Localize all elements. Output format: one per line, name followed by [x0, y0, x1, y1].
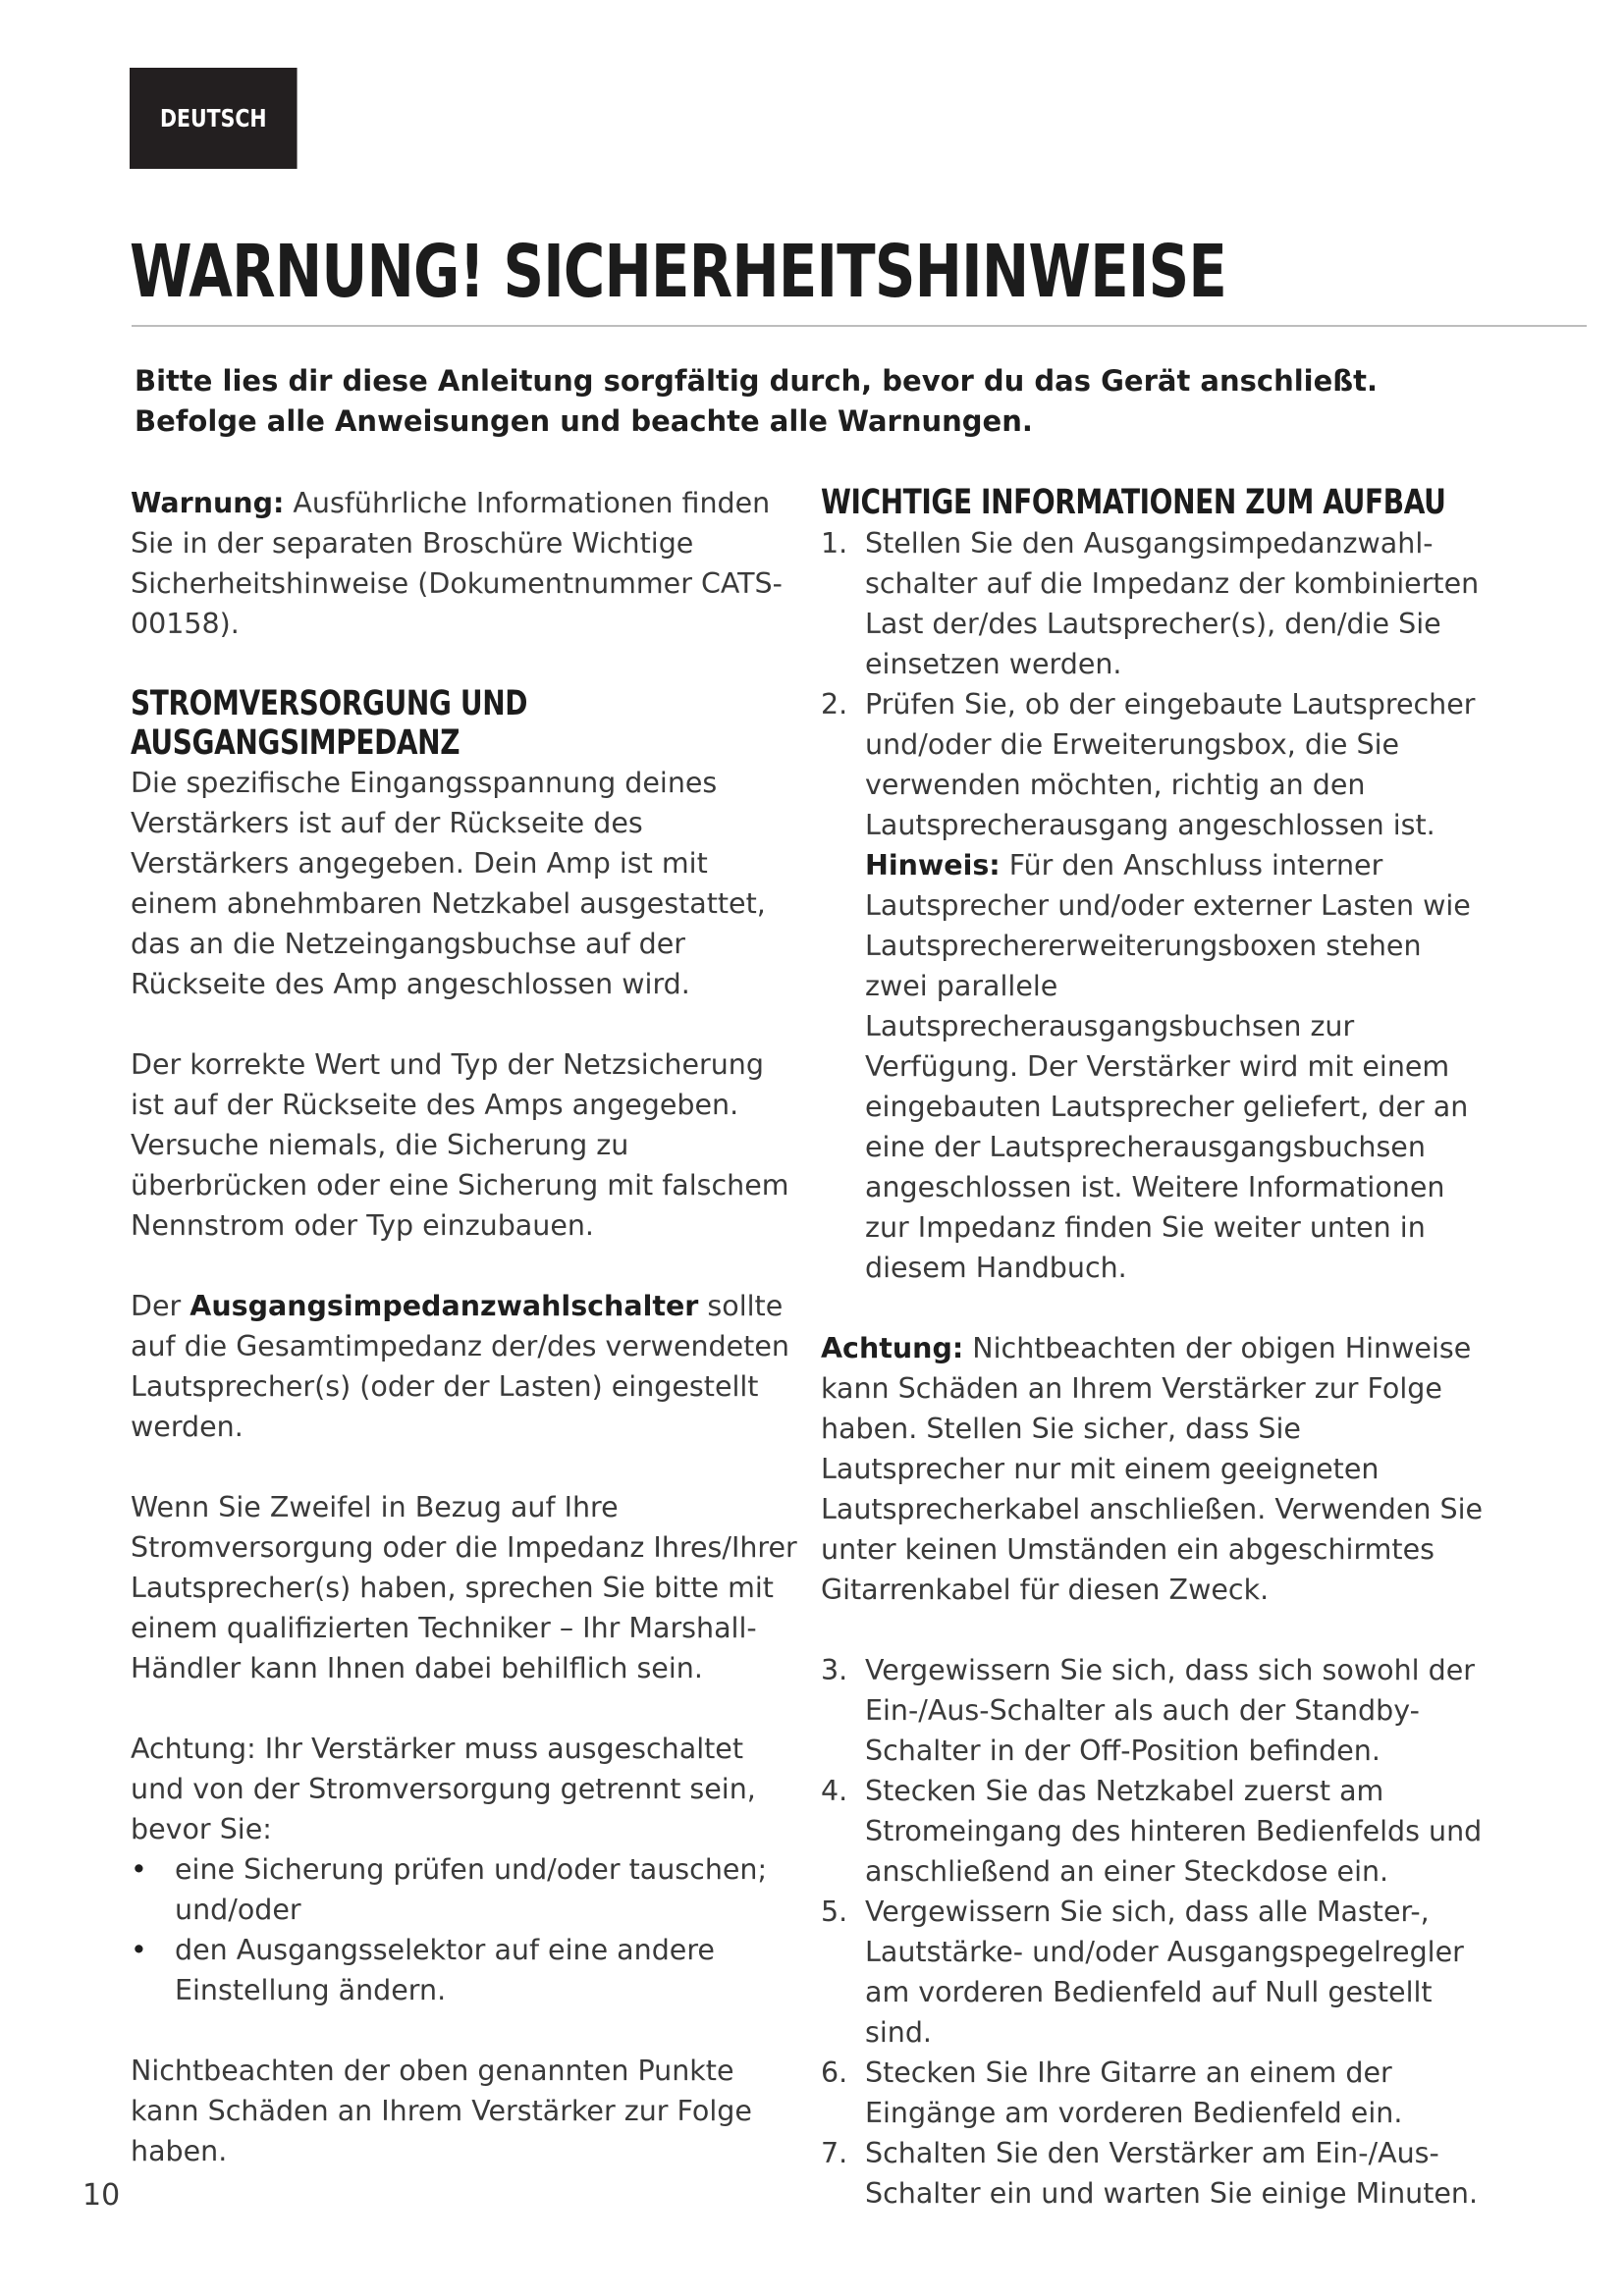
- setup-steps-part-1: [821, 523, 1489, 1288]
- caution-text: Nichtbeachten der obigen Hinweise kann Schäden an Ihrem Verstärker zur Folge haben. Stellen Sie sicher, dass Sie Lautsprecher nur mit einem geeigneten Lautsprecherkabel anschließen. Verwenden Sie unter keinen Umständen ein abgeschirmtes Gitarrenkabel für diesen Zweck.: [821, 1332, 1484, 1606]
- power-heading: STROMVERSORGUNG UND AUSGANGSIMPEDANZ: [131, 684, 528, 763]
- step-number: 6.: [821, 2056, 848, 2089]
- selector-bold: Ausgangsimpedanzwahlschalter: [189, 1290, 699, 1322]
- language-tag: [130, 68, 298, 169]
- step-number: 4.: [821, 1775, 848, 1807]
- step-text: Schalten Sie den Verstärker am Ein-/Aus-Schalter ein und warten Sie einige Minuten.: [865, 2137, 1479, 2210]
- list-item: [821, 1771, 1489, 1892]
- doubt-paragraph: Wenn Sie Zweifel in Bezug auf Ihre Stromversorgung oder die Impedanz Ihres/Ihrer Lautsprecher(s) haben, sprechen Sie bitte mit einem qualifizierten Techniker – Ihr Marshall-Händler kann Ihnen dabei behilflich sein.: [131, 1491, 797, 1684]
- warning-text: Ausführliche Informationen finden Sie in der separaten Broschüre Wichtige Sicherheitshinweise (Dokumentnummer CATS-00158).: [131, 487, 783, 640]
- right-column: [821, 483, 1489, 2254]
- left-column: [131, 483, 798, 2212]
- step-number: 3.: [821, 1654, 848, 1686]
- warning-label: Warnung:: [131, 487, 285, 519]
- bullet-text: eine Sicherung prüfen und/oder tauschen; und/oder: [175, 1853, 768, 1926]
- setup-heading: WICHTIGE INFORMATIONEN ZUM AUFBAU: [821, 483, 1446, 522]
- page-number: 10: [82, 2178, 121, 2213]
- power-paragraph-2: Der korrekte Wert und Typ der Netzsicherung ist auf der Rückseite des Amps angegeben. Versuche niemals, die Sicherung zu überbrücken oder eine Sicherung mit falschem Nennstrom oder Typ einzubauen.: [131, 1048, 789, 1242]
- bullet-icon: •: [131, 1934, 147, 1966]
- warning-paragraph: [131, 483, 798, 644]
- step-number: 1.: [821, 527, 848, 560]
- note-text: Für den Anschluss interner Lautsprecher und/oder externer Lasten wie Lautsprechererweiterungsboxen stehen zwei parallele Lautsprecherausgangsbuchsen zur Verfügung. Der Verstärker wird mit einem eingebauten Lautsprecher geliefert, der an eine der Lautsprecherausgangsbuchsen angeschlossen ist. Weitere Informationen zur Impedanz finden Sie weiter unten in diesem Handbuch.: [865, 849, 1471, 1284]
- page-title: WARNUNG! SICHERHEITSHINWEISE: [130, 230, 1227, 314]
- step-text: Stellen Sie den Ausgangsimpedanzwahlschalter auf die Impedanz der kombinierten Last der/des Lautsprecher(s), den/die Sie einsetzen werden.: [865, 527, 1480, 680]
- caution-intro: Achtung: Ihr Verstärker muss ausgeschaltet und von der Stromversorgung getrennt sein, bevor Sie:: [131, 1733, 756, 1845]
- language-tag-label: DEUTSCH: [159, 104, 267, 133]
- power-paragraph-1: Die spezifische Eingangsspannung deines Verstärkers ist auf der Rückseite des Verstärkers angegeben. Dein Amp ist mit einem abnehmbaren Netzkabel ausgestattet, das an die Netzeingangsbuchse auf der Rückseite des Amp angeschlossen wird.: [131, 767, 766, 1000]
- step-number: 2.: [821, 688, 848, 721]
- bullet-icon: •: [131, 1853, 147, 1886]
- title-divider: [132, 325, 1587, 327]
- list-item: [821, 523, 1489, 684]
- intro-text: Bitte lies dir diese Anleitung sorgfältig durch, bevor du das Gerät anschließt. Befolge alle Anweisungen und beachte alle Warnungen.: [135, 364, 1379, 438]
- step-text: Vergewissern Sie sich, dass sich sowohl der Ein-/Aus-Schalter als auch der Standby-Schalter in der Off-Position befinden.: [865, 1654, 1475, 1767]
- note-paragraph: [865, 845, 1489, 1288]
- closing-paragraph: Nichtbeachten der oben genannten Punkte kann Schäden an Ihrem Verstärker zur Folge haben.: [131, 2055, 752, 2167]
- step-number: 5.: [821, 1896, 848, 1928]
- list-item: [821, 2133, 1489, 2214]
- selector-paragraph: [131, 1286, 798, 1447]
- caution-bullet-list: [131, 1849, 798, 2010]
- step-number: 7.: [821, 2137, 848, 2169]
- step-text: Stecken Sie das Netzkabel zuerst am Stromeingang des hinteren Bedienfelds und anschließend an einer Steckdose ein.: [865, 1775, 1483, 1888]
- note-label: Hinweis:: [865, 849, 1001, 881]
- list-item: [821, 1650, 1489, 1771]
- list-item: [131, 1849, 798, 1930]
- list-item: [821, 2053, 1489, 2133]
- list-item: [131, 1930, 798, 2010]
- caution-paragraph: [821, 1328, 1489, 1610]
- list-item: [821, 684, 1489, 1288]
- caution-label: Achtung:: [821, 1332, 964, 1364]
- selector-text: sollte auf die Gesamtimpedanz der/des verwendeten Lautsprecher(s) (oder der Lasten) eingestellt werden.: [131, 1290, 789, 1443]
- step-text: Prüfen Sie, ob der eingebaute Lautsprecher und/oder die Erweiterungsbox, die Sie verwenden möchten, richtig an den Lautsprecherausgang angeschlossen ist.: [865, 688, 1476, 841]
- selector-prefix: Der: [131, 1290, 190, 1322]
- step-text: Stecken Sie Ihre Gitarre an einem der Eingänge am vorderen Bedienfeld ein.: [865, 2056, 1403, 2129]
- step-text: Vergewissern Sie sich, dass alle Master-, Lautstärke- und/oder Ausgangspegelregler am vorderen Bedienfeld auf Null gestellt sind.: [865, 1896, 1464, 2049]
- bullet-text: den Ausgangsselektor auf eine andere Einstellung ändern.: [175, 1934, 715, 2006]
- setup-steps-part-2: [821, 1650, 1489, 2214]
- list-item: [821, 1892, 1489, 2053]
